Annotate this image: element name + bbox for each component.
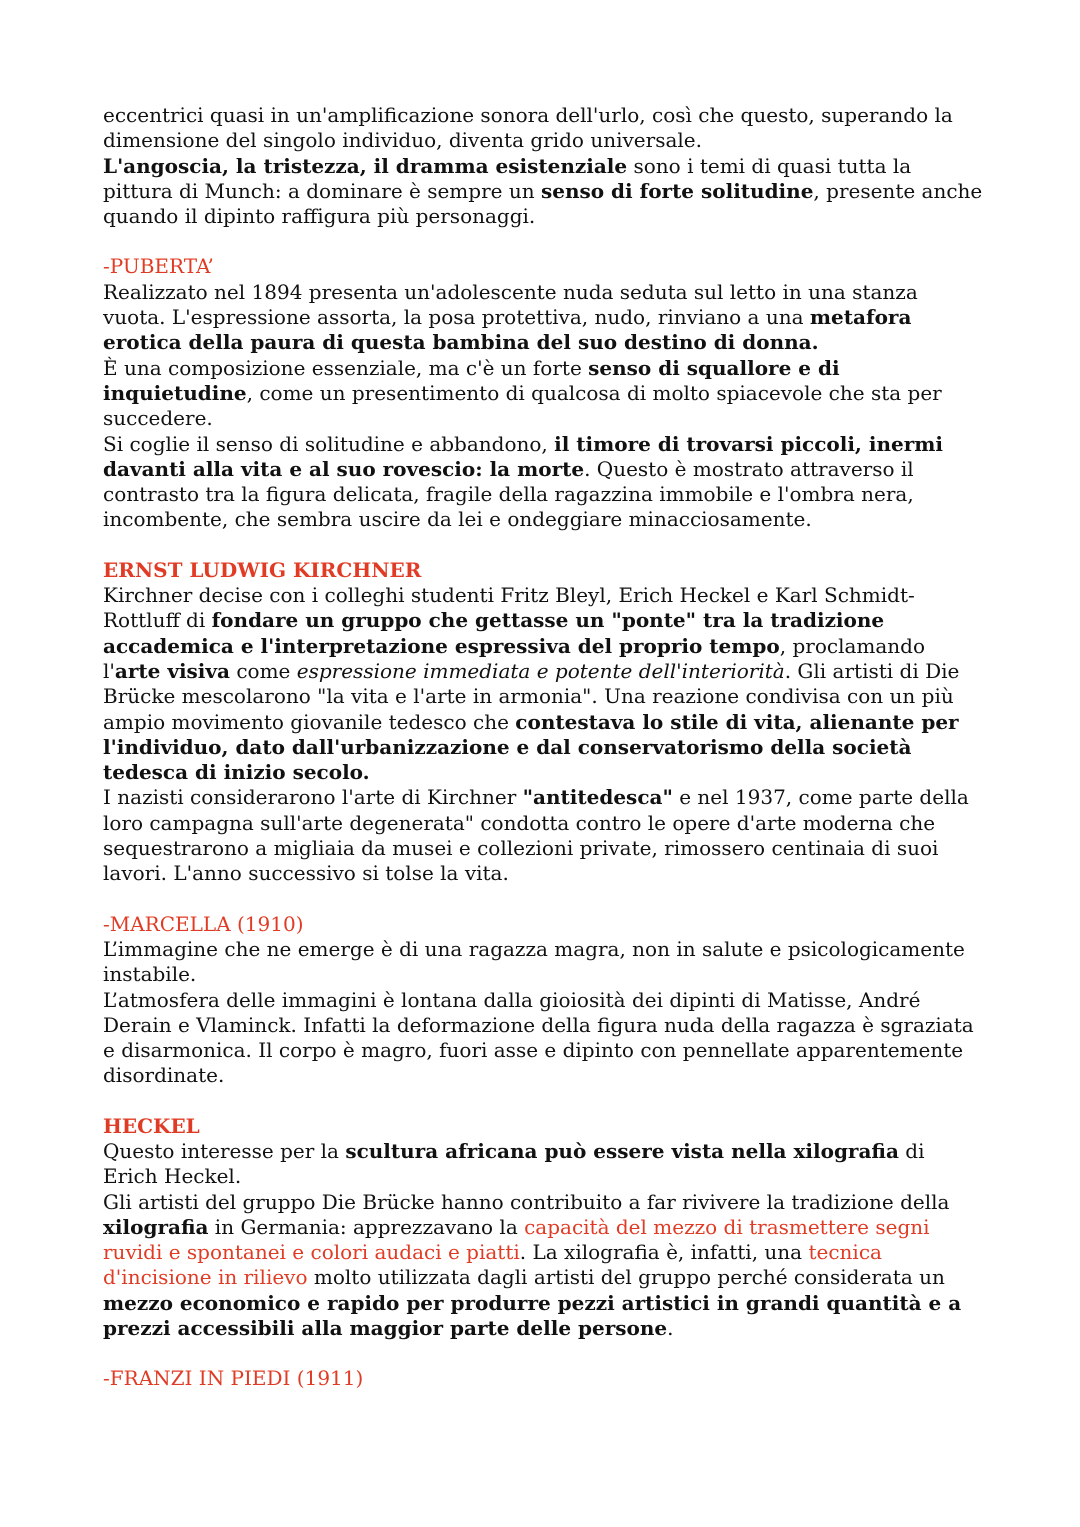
marcella-title: -MARCELLA (1910) xyxy=(103,911,304,936)
puberta-title: -PUBERTA’ xyxy=(103,254,214,279)
puberta-paragraph-3: Si coglie il senso di solitudine e abbandono, il timore di trovarsi piccoli, inermi davanti alla vita e al suo rovescio: la morte. Questo è mostrato attraverso il contrasto tra la figura delicata, fragile della ragazzina immobile e l'ombra nera, incombente, che sembra uscire da lei e ondeggiare minacciosamente. xyxy=(103,431,944,532)
kirchner-paragraph-2: I nazisti considerarono l'arte di Kirchner "antitedesca" e nel 1937, come parte della loro campagna sull'arte degenerata" condotta contro le opere d'arte moderna che sequestrarono a migliaia da musei e collezioni private, rimossero centinaia di suoi lavori. L'anno successivo si tolse la vita. xyxy=(103,785,969,886)
kirchner-paragraph-1: Kirchner decise con i colleghi studenti Fritz Bleyl, Erich Heckel e Karl Schmidt-Rottluff di fondare un gruppo che gettasse un "ponte" tra la tradizione accademica e l'interpretazione espressiva del proprio tempo, proclamando l'arte visiva come espressione immediata e potente dell'interiorità. Gli artisti di Die Brücke mescolarono "la vita e l'arte in armonia". Una reazione condivisa con un più ampio movimento giovanile tedesco che contestava lo stile di vita, alienante per l'individuo, dato dall'urbanizzazione e dal conservatorismo della società tedesca di inizio secolo. xyxy=(103,583,960,785)
marcella-paragraph-1: L’immagine che ne emerge è di una ragazza magra, non in salute e psicologicamente instabile. xyxy=(103,936,965,987)
kirchner-heading: ERNST LUDWIG KIRCHNER xyxy=(103,557,422,582)
puberta-paragraph-1: Realizzato nel 1894 presenta un'adolescente nuda seduta sul letto in una stanza vuota. L'espressione assorta, la posa protettiva, nudo, rinviano a una metafora erotica della paura di questa bambina del suo destino di donna. xyxy=(103,279,918,355)
heckel-paragraph-2: Gli artisti del gruppo Die Brücke hanno contribuito a far rivivere la tradizione della xilografia in Germania: apprezzavano la capacità del mezzo di trasmettere segni ruvidi e spontanei e colori audaci e piatti. La xilografia è, infatti, una tecnica d'incisione in rilievo molto utilizzata dagli artisti del gruppo perché considerata un mezzo economico e rapido per produrre pezzi artistici in grandi quantità e a prezzi accessibili alla maggior parte delle persone. xyxy=(103,1189,962,1341)
heckel-heading: HECKEL xyxy=(103,1113,200,1138)
marcella-paragraph-2: L’atmosfera delle immagini è lontana dalla gioiosità dei dipinti di Matisse, André Derain e Vlaminck. Infatti la deformazione della figura nuda della ragazza è sgraziata e disarmonica. Il corpo è magro, fuori asse e dipinto con pennellate apparentemente disordinate. xyxy=(103,987,974,1088)
heckel-paragraph-1: Questo interesse per la scultura africana può essere vista nella xilografia di Erich Heckel. xyxy=(103,1138,925,1189)
document-page xyxy=(103,103,983,1392)
intro-paragraph-2: L'angoscia, la tristezza, il dramma esistenziale sono i temi di quasi tutta la pittura di Munch: a dominare è sempre un senso di forte solitudine, presente anche quando il dipinto raffigura più personaggi. xyxy=(103,153,983,229)
intro-paragraph-1: eccentrici quasi in un'amplificazione sonora dell'urlo, così che questo, superando la dimensione del singolo individuo, diventa grido universale. xyxy=(103,103,953,153)
franzi-title: -FRANZI IN PIEDI (1911) xyxy=(103,1366,364,1391)
puberta-paragraph-2: È una composizione essenziale, ma c'è un forte senso di squallore e di inquietudine, come un presentimento di qualcosa di molto spiacevole che sta per succedere. xyxy=(103,355,942,431)
